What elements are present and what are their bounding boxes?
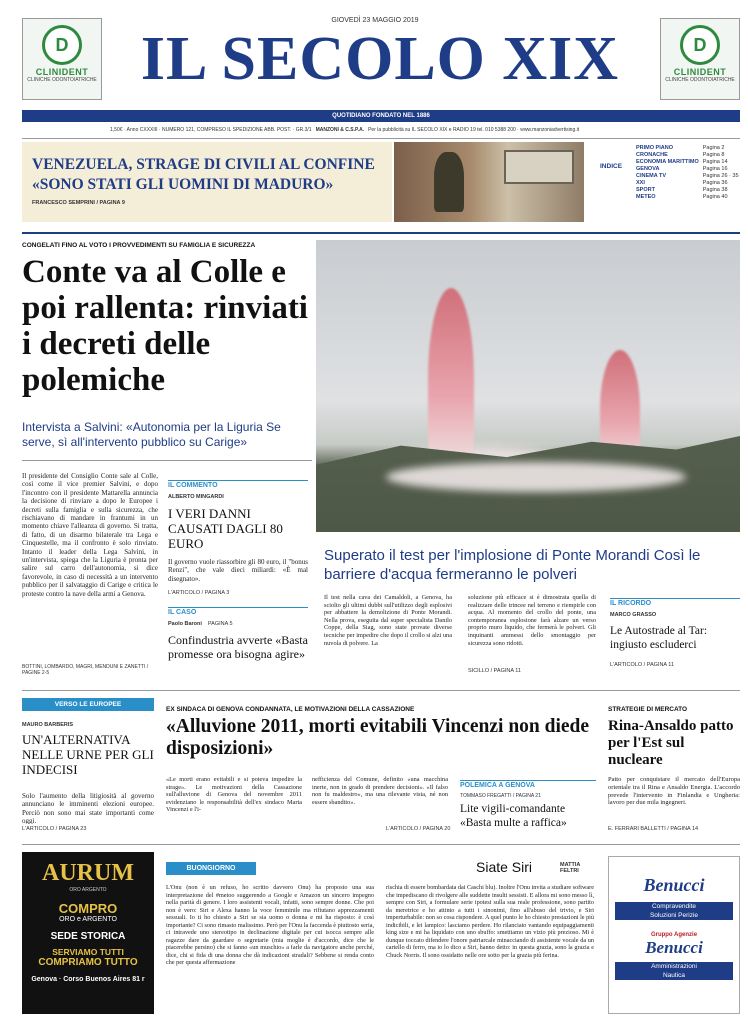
commento-tag: IL COMMENTO bbox=[168, 480, 308, 489]
ad-left-sub: CLINICHE ODONTOIATRICHE bbox=[27, 77, 97, 83]
divider bbox=[22, 138, 740, 139]
index-page: Pagina 8 bbox=[702, 152, 725, 158]
index-row[interactable] bbox=[634, 194, 741, 201]
index-page: Pagina 2 bbox=[702, 145, 725, 151]
index-row[interactable] bbox=[634, 180, 741, 187]
aurum-address: Genova · Corso Buenos Aires 81 r bbox=[31, 976, 145, 983]
lead-kicker: CONGELATI FINO AL VOTO I PROVVEDIMENTI SU FAMIGLIA E SICUREZZA bbox=[22, 242, 256, 249]
benucci-line4: Nautica bbox=[615, 971, 733, 980]
index-table bbox=[634, 145, 741, 201]
lead-byline: BOTTINI, LOMBARDO, MAGRI, MENDUNI E ZANETTI / PAGINE 2-5 bbox=[22, 664, 149, 676]
index-panel bbox=[600, 145, 740, 220]
photo-story-headline[interactable]: Superato il test per l'implosione di Ponte Morandi Così le barriere d'acqua fermeranno le polveri bbox=[324, 547, 701, 583]
europee-body: Solo l'aumento della litigiosità al governo annunciano le imminenti elezioni europee. Perciò non sono mai state importanti come oggi. bbox=[22, 792, 154, 824]
rina-ref: E. FERRARI BALLETTI / PAGINA 14 bbox=[608, 826, 699, 832]
index-section-name: CRONACHE bbox=[636, 152, 668, 158]
photo-plume-left bbox=[428, 288, 474, 470]
photo-soldier-shape bbox=[434, 152, 464, 212]
lead-subhead: Intervista a Salvini: «Autonomia per la Liguria Se serve, sì all'intervento pubblico su Carige» bbox=[22, 420, 281, 449]
lead-divider bbox=[22, 460, 312, 461]
index-row[interactable] bbox=[634, 187, 741, 194]
divider bbox=[22, 690, 740, 691]
caso-byline-row bbox=[168, 621, 233, 627]
index-row[interactable] bbox=[634, 173, 741, 180]
ad-aurum[interactable] bbox=[22, 852, 154, 1014]
caso-title[interactable]: Confindustria avverte «Basta promesse ora bisogna agire» bbox=[168, 633, 308, 661]
photo-story-body-1: Il test nella cava dei Camaldoli, a Genova, ha sciolto gli ultimi dubbi sull'utilizzo degli esplosivi per abbattere la demolizione di Ponte Morandi. Nella prova, eseguita dal super specialista Danilo Coppe, della Siag, sono state provate diverse tecniche per impedire che dopo il crollo si alzi una nuvola di polvere. La bbox=[324, 594, 452, 647]
ricordo-ref: L'ARTICOLO / PAGINA 11 bbox=[610, 662, 675, 668]
benucci-line1: Compravendite bbox=[615, 902, 733, 911]
lead-headline[interactable]: Conte va al Colle e poi rallenta: rinviati i decreti delle polemiche bbox=[22, 254, 308, 398]
ad-right-sub: CLINICHE ODONTOIATRICHE bbox=[665, 77, 735, 83]
rina-headline[interactable]: Rina-Ansaldo patto per l'Est sul nucleare bbox=[608, 718, 734, 768]
index-page: Pagina 14 bbox=[702, 159, 728, 165]
clinident-logo-icon: D bbox=[42, 25, 82, 65]
index-row[interactable] bbox=[634, 166, 741, 173]
extra-line: Per la pubblicità su IL SECOLO XIX e RADIO 19 tel. 010 5388 200 · www.manzoniadvertising.it bbox=[368, 127, 580, 133]
vincenzi-kicker: EX SINDACA DI GENOVA CONDANNATA, LE MOTIVAZIONI DELLA CASSAZIONE bbox=[166, 706, 415, 713]
photo-story-body-2: soluzione più efficace si è dimostrata quella di realizzare delle trincee nel terreno e riempirle con acqua. Al momento del crollo del ponte, una contemporanea esplosione farà alzare un verso proprio muro liquido, che fermerà le polveri. Gli inquinanti ammessi dello smontaggio per sicurezza sono ridotti. bbox=[468, 594, 596, 647]
benucci-line3: Amministrazioni bbox=[615, 962, 733, 971]
caso-tag: IL CASO bbox=[168, 607, 308, 616]
section-divider bbox=[22, 232, 740, 234]
commento-body: Il governo vuole riassorbire gli 80 euro, il "bonus Renzi", che vale dieci miliardi: «È mal disegnato». bbox=[168, 558, 308, 583]
commento-author: ALBERTO MINGARDI bbox=[168, 494, 224, 500]
top-story[interactable] bbox=[22, 142, 392, 222]
index-section-name: XXI bbox=[636, 180, 645, 186]
aurum-line1: SERVIAMO TUTTI bbox=[52, 947, 124, 957]
europee-kicker: VERSO LE EUROPEE bbox=[54, 701, 122, 708]
rina-body: Patto per conquistare il mercato dell'Europa orientale tra il Rina e Ansaldo Energia. L'accordo prevede l'intervento in Finlandia e Ungheria: lavoro per due mila ingegneri. bbox=[608, 776, 740, 807]
aurum-hq: SEDE STORICA bbox=[50, 931, 126, 942]
europee-author: MAURO BARBERIS bbox=[22, 722, 74, 728]
top-story-photo[interactable] bbox=[394, 142, 584, 222]
vincenzi-body-1: «Le morti erano evitabili e si poteva impedire la strage». Le motivazioni della Cassazione sull'alluvione di Genova del novembre 2011 evidenziano le responsabilità dell'ex sindaco Marta Vincenzi e l'i- bbox=[166, 776, 302, 814]
vincenzi-ref: L'ARTICOLO / PAGINA 20 bbox=[386, 826, 451, 832]
photo-building-shape bbox=[504, 150, 574, 184]
aurum-sub: ORO ARGENTO bbox=[69, 887, 107, 893]
top-story-headline-1: VENEZUELA, STRAGE DI CIVILI AL CONFINE bbox=[32, 156, 375, 173]
benucci-line2: Soluzioni Perizie bbox=[615, 911, 733, 920]
ricordo-author: MARCO GRASSO bbox=[610, 612, 657, 618]
ad-left-name: CLINIDENT bbox=[35, 67, 89, 77]
photo-dust-cloud bbox=[386, 462, 686, 492]
aurum-buy: COMPRO bbox=[58, 901, 118, 916]
index-section-name: METEO bbox=[636, 194, 656, 200]
index-section-name: GENOVA bbox=[636, 166, 660, 172]
caso-author: Paolo Baroni bbox=[168, 621, 202, 627]
index-row[interactable] bbox=[634, 159, 741, 166]
vincenzi-headline[interactable]: «Alluvione 2011, morti evitabili Vincenzi non diede disposizioni» bbox=[166, 716, 590, 759]
buongiorno-author: MATTIA FELTRI bbox=[560, 862, 581, 874]
index-section-name: CINEMA TV bbox=[636, 173, 667, 179]
buongiorno-tag-bar bbox=[166, 862, 256, 875]
index-page: Pagina 26 · 35 bbox=[702, 173, 739, 179]
vincenzi-side-author: TOMMASO FREGATTI / PAGINA 21 bbox=[460, 793, 541, 799]
vincenzi-body-2: nefficienza del Comune, definito «una macchina inerte, non in grado di prendere decisioni». «Il falso non fu maldestro», ma una rilevante vista, né non essere sbandito». bbox=[312, 776, 448, 806]
distributor: MANZONI & C.S.P.A. bbox=[315, 127, 365, 133]
top-story-headline-2: «SONO STATI GLI UOMINI DI MADURO» bbox=[32, 176, 334, 193]
ponte-morandi-photo[interactable] bbox=[316, 240, 740, 532]
founded-bar: QUOTIDIANO FONDATO NEL 1886 bbox=[22, 110, 740, 122]
buongiorno-tag: BUONGIORNO bbox=[186, 865, 236, 872]
europee-title[interactable]: UN'ALTERNATIVA NELLE URNE PER GLI INDECISI bbox=[22, 732, 154, 777]
europee-kicker-bar bbox=[22, 698, 154, 711]
price-line: 1,50€ · Anno CXXXIII · NUMERO 121, COMPRESO IL SPEDIZIONE ABB. POST. · GR.3/1 bbox=[110, 127, 312, 133]
index-page: Pagina 36 bbox=[702, 180, 728, 186]
masthead-date: GIOVEDÌ 23 MAGGIO 2019 bbox=[331, 17, 419, 24]
top-story-byline: FRANCESCO SEMPRINI / PAGINA 9 bbox=[32, 200, 125, 206]
buongiorno-body-1: L'Onu (non è un refuso, ho scritto davvero Onu) ha proposto una sua interpretazione del #metoo suggerendo a Google e Amazon un sincero impegno nella parità di genere. I loro assistenti vocali, infatti, sono sempre donne. Che poi non è vero: Siri e Alexa hanno la voce femminile ma rifiutano apprezzamenti sessuali. Io ti ho chiesto a Siri se sia uomo o donna e mi ha risposto: è così importante? Ci sono rimasto malissimo. Però per l'Onu la faccenda è piuttosto seria, ci intravede uno stereotipo in declinazione digitale per cui isocca sempre alle ragazze dare da guardare o segretarie (mia moglie è d'accordo, dice che le piacerebbe persino) che si fanno «un muschio» a farle da navigatore anche perché, dice, chi si fida di una donna che dà indicazioni stradali? Sebbene si renda conto che per questa affermazione bbox=[166, 884, 374, 966]
vincenzi-side-tag: POLEMICA A GENOVA bbox=[460, 780, 596, 789]
divider bbox=[22, 844, 740, 845]
commento-ref: L'ARTICOLO / PAGINA 3 bbox=[168, 590, 230, 596]
europee-ref: L'ARTICOLO / PAGINA 23 bbox=[22, 826, 87, 832]
index-section-name: PRIMO PIANO bbox=[636, 145, 673, 151]
clinident-logo-icon: D bbox=[680, 25, 720, 65]
caso-page: PAGINA 5 bbox=[207, 621, 233, 627]
ad-benucci[interactable] bbox=[608, 856, 740, 1014]
index-page: Pagina 40 bbox=[702, 194, 728, 200]
aurum-brand: AURUM bbox=[42, 860, 134, 886]
commento-title[interactable]: I VERI DANNI CAUSATI DAGLI 80 EURO bbox=[168, 506, 283, 551]
index-page: Pagina 16 bbox=[702, 166, 728, 172]
benucci-sub2: Gruppo Agenzie bbox=[650, 932, 698, 938]
rina-kicker: STRATEGIE DI MERCATO bbox=[608, 706, 688, 713]
masthead-ad-right[interactable] bbox=[660, 18, 740, 100]
vincenzi-side-title[interactable]: Lite vigili-comandante «Basta multe a raffica» bbox=[460, 803, 567, 829]
buongiorno-title[interactable]: Siate Siri bbox=[476, 859, 533, 875]
lead-body: Il presidente del Consiglio Conte sale al Colle, così come il vice premier Salvini, e dopo l'incontro con il presidente Mattarella annuncia la decisione di rinviare a dopo le Europee i decreti sulla famiglia e sulla sicurezza, che rischiavano di mandare in frantumi in un momento chiave l'alleanza di governo. Si tratta, di fatto, di un disarmo bilaterale tra Lega e Cinquestelle, ma il confronto è solo rinviato. Intanto il leader della Lega Salvini, in un'intervista, spiega che la Liguria è pronta per salire sul carro dell'autonomia, si dice favorevole, in caso di necessità a un intervento pubblico per il salvataggio di Carige e critica le proteste contro la nave della armi a Genova. bbox=[22, 472, 158, 598]
index-page: Pagina 38 bbox=[702, 187, 728, 193]
benucci-brand-2: Benucci bbox=[645, 938, 703, 957]
index-section-name: SPORT bbox=[636, 187, 655, 193]
photo-story-byline: SICILLO / PAGINA 11 bbox=[468, 668, 521, 674]
aurum-line2: COMPRIAMO TUTTO bbox=[38, 957, 138, 968]
index-row[interactable] bbox=[634, 145, 741, 152]
index-section-name: ECONOMIA MARITTIMO bbox=[636, 159, 699, 165]
ad-right-name: CLINIDENT bbox=[673, 67, 727, 77]
ricordo-title[interactable]: Le Autostrade al Tar: ingiusto escluderci bbox=[610, 625, 708, 651]
buongiorno-body-2: rischia di essere bombardata dai Caschi blu). Inoltre l'Onu invita a studiare software che impediscano di rivolgere alle suddette insulti sessisti. E allora mi sono messo lì, sempre con Siri, a formulare serie ipotesi sulla sua reale professione, sono partito da meretrice e ho attinto a tutti i sinonimi, fino all'abuso del trivio, e Siri imperturbabile: non so cosa rispondere. A quel punto le ho chiesto prestazioni le più indicibili, e lei lampico: lasciamo perdere. Ho rilanciato vantando equipaggiamenti king size e mi ha liquidato con uno sbuffo: smettiamo un vizio più prezioso. Mi è dunque toccato difendere l'onore patriarcale minacciando di assistente vocale da un cartello di ferro, ma io lo dico a Siri, hanno detto: in questa grazia, sono la grazia e Chuck Norris. Il sono ossidatto nelle ore sotto per la grazia più ferina. bbox=[386, 884, 594, 959]
aurum-metals: ORO e ARGENTO bbox=[59, 916, 117, 923]
masthead-title[interactable]: IL SECOLO XIX bbox=[140, 25, 620, 93]
index-label: INDICE bbox=[600, 163, 623, 170]
ricordo-tag: IL RICORDO bbox=[610, 598, 740, 607]
benucci-brand: Benucci bbox=[643, 875, 705, 895]
index-row[interactable] bbox=[634, 152, 741, 159]
price-line-row bbox=[110, 127, 730, 135]
masthead-ad-left[interactable] bbox=[22, 18, 102, 100]
